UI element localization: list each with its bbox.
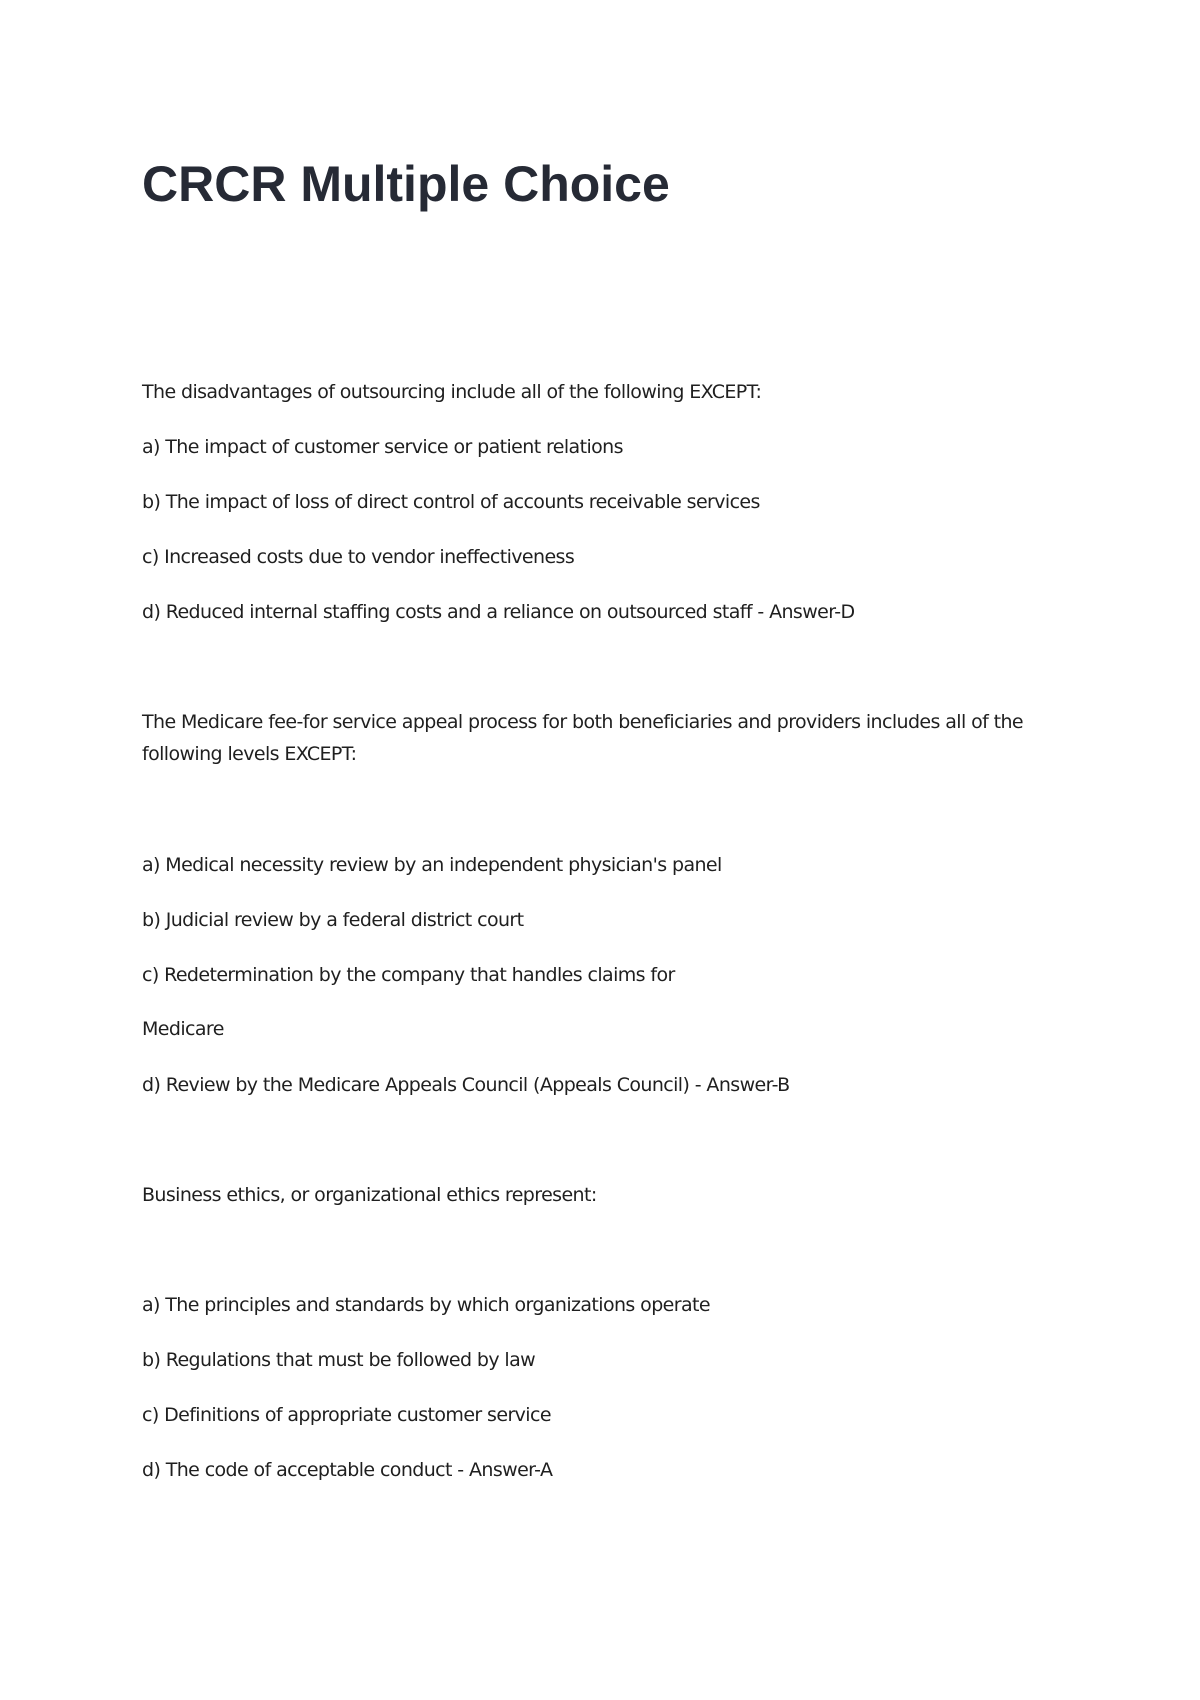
question-2-prompt-line-2: following levels EXCEPT: [142, 743, 357, 765]
question-1-option-a: a) The impact of customer service or patient relations [142, 436, 623, 458]
question-3-prompt: Business ethics, or organizational ethics represent: [142, 1184, 597, 1206]
question-1-prompt: The disadvantages of outsourcing include all of the following EXCEPT: [142, 381, 762, 403]
question-3-option-b: b) Regulations that must be followed by law [142, 1349, 536, 1371]
document-title: CRCR Multiple Choice [142, 156, 670, 212]
question-1-option-d: d) Reduced internal staffing costs and a reliance on outsourced staff - Answer-D [142, 601, 855, 623]
question-2-prompt-line-1: The Medicare fee-for service appeal process for both beneficiaries and providers includes all of the [142, 711, 1024, 733]
question-2-option-b: b) Judicial review by a federal district court [142, 909, 524, 931]
question-2-option-a: a) Medical necessity review by an independent physician's panel [142, 854, 722, 876]
question-1-option-b: b) The impact of loss of direct control of accounts receivable services [142, 491, 760, 513]
question-3-option-c: c) Definitions of appropriate customer service [142, 1404, 551, 1426]
question-2-option-c-continued: Medicare [142, 1018, 224, 1040]
question-1-option-c: c) Increased costs due to vendor ineffectiveness [142, 546, 575, 568]
question-2-option-d: d) Review by the Medicare Appeals Council (Appeals Council) - Answer-B [142, 1074, 790, 1096]
question-2-option-c: c) Redetermination by the company that handles claims for [142, 964, 675, 986]
question-3-option-d: d) The code of acceptable conduct - Answer-A [142, 1459, 553, 1481]
question-3-option-a: a) The principles and standards by which organizations operate [142, 1294, 710, 1316]
